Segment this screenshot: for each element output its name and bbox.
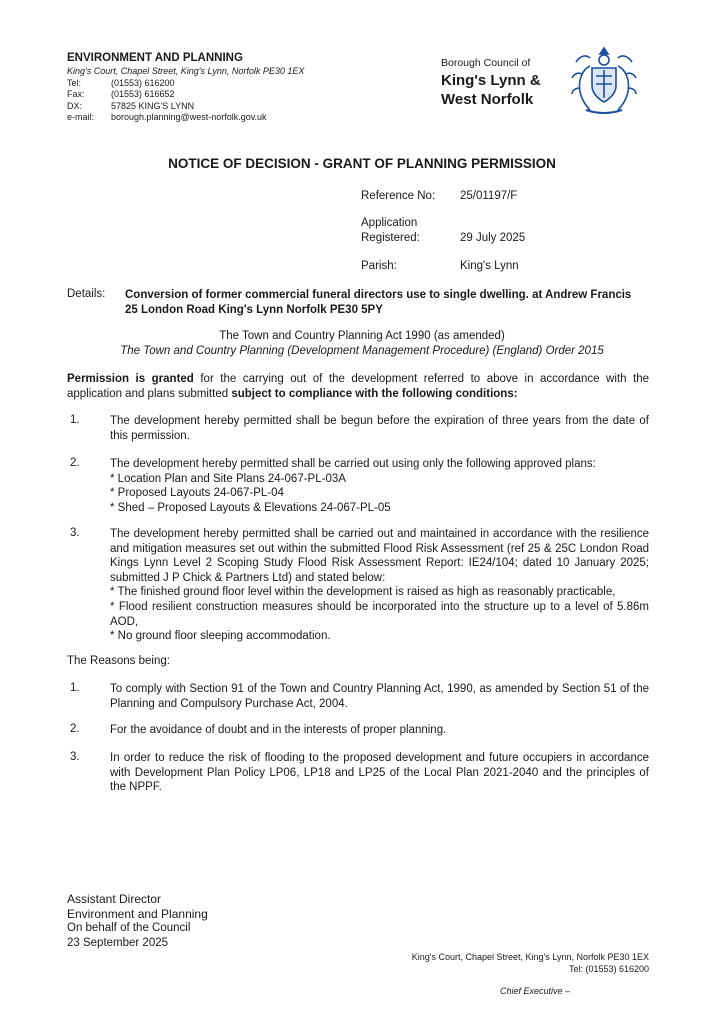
contact-value: 57825 KING'S LYNN [111,100,195,111]
contact-fax [67,89,267,100]
council-name-line1: King's Lynn & [441,72,541,89]
condition-line: The development hereby permitted shall be carried out and maintained in accordance with the resilience and mitigation measures set out within the submitted Flood Risk Assessment (ref 25 & 25C London Road Kings Lynn Level 2 Scoping Study Flood Risk Assessment Report: IE24/104; dated 10 January 2025; submitted J P Chick & Partners Ltd) and stated below: [110,528,649,584]
contact-label: DX: [67,100,83,111]
contact-tel [67,78,267,89]
registered-row [361,232,526,244]
act-line-2: The Town and Country Planning (Development Management Procedure) (England) Order 2015 [120,345,604,357]
reference-row [361,190,518,202]
reason-2: For the avoidance of doubt and in the interests of proper planning. [110,724,447,736]
notice-title: NOTICE OF DECISION - GRANT OF PLANNING PERMISSION [168,156,556,171]
details-text: Conversion of former commercial funeral directors use to single dwelling. at Andrew Francis 25 London Road King's Lynn Norfolk PE30 5PY [125,289,632,316]
condition-line: * No ground floor sleeping accommodation. [110,630,331,643]
signatory-department: Environment and Planning [67,906,208,921]
parish-value: King's Lynn [460,260,519,272]
contact-label: Fax: [67,89,85,100]
signatory-behalf: On behalf of the Council [67,922,191,934]
department-name: ENVIRONMENT AND PLANNING [67,52,243,64]
reference-label: Reference No: [361,190,436,202]
condition-number: 3. [70,527,80,539]
parish-row [361,260,519,272]
permission-middle: for the carrying out of the development referred to above in accordance with the application and plans submitted [67,373,649,400]
condition-line: * Shed – Proposed Layouts & Elevations 24-067-PL-05 [110,501,391,514]
reference-value: 25/01197/F [460,190,518,202]
reason-3: In order to reduce the risk of flooding to the proposed development and future occupiers in accordance with Development Plan Policy LP06, LP18 and LP25 of the Local Plan 2021-2040 and the principles of the NPPF. [110,752,649,794]
contact-details [67,78,267,123]
condition-number: 2. [70,457,80,469]
contact-value: (01553) 616652 [111,89,175,100]
details-label: Details: [67,288,106,300]
contact-value: (01553) 616200 [111,78,175,88]
condition-1 [110,414,649,443]
reason-number: 1. [70,682,80,694]
contact-label: Tel: [67,78,82,88]
reason-number: 3. [70,751,80,763]
registered-value: 29 July 2025 [460,232,526,244]
footer-address: King's Court, Chapel Street, King's Lynn, Norfolk PE30 1EX [411,952,649,962]
parish-label: Parish: [361,260,397,272]
council-name [441,71,541,109]
coat-of-arms-icon [568,44,640,116]
condition-line: * Flood resilient construction measures should be incorporated into the structure up to a level of 5.86m AOD, [110,600,649,628]
registered-label-1: Application [361,217,418,229]
reason-1: To comply with Section 91 of the Town and Country Planning Act, 1990, as amended by Section 51 of the Planning and Compulsory Purchase Act, 2004. [110,683,649,710]
council-name-line2: West Norfolk [441,91,534,108]
condition-2 [110,457,649,515]
contact-dx [67,101,267,112]
condition-3 [110,527,649,644]
permission-tail: subject to compliance with the following conditions: [231,387,518,400]
contact-email [67,112,267,123]
condition-line: * Proposed Layouts 24-067-PL-04 [110,487,284,500]
reason-number: 2. [70,723,80,735]
permission-paragraph [67,372,649,401]
footer-tel: Tel: (01553) 616200 [568,963,649,974]
contact-value: borough.planning@west-norfolk.gov.uk [111,111,267,122]
chief-executive: Chief Executive – [500,986,571,996]
act-line-1: The Town and Country Planning Act 1990 (as amended) [219,330,505,342]
condition-line: * Location Plan and Site Plans 24-067-PL-03A [110,472,346,485]
condition-line: The development hereby permitted shall be carried out using only the following approved plans: [110,458,596,470]
council-prefix: Borough Council of [441,57,531,69]
condition-line: * The finished ground floor level within the development is raised as high as reasonably practicable, [110,586,616,599]
footer-address-block [412,952,649,975]
condition-line: The development hereby permitted shall be begun before the expiration of three years from the date of this permission. [110,415,649,442]
signatory-title: Assistant Director [67,892,162,906]
department-address: King's Court, Chapel Street, King's Lynn, Norfolk PE30 1EX [67,66,305,76]
reasons-heading: The Reasons being: [67,655,170,667]
registered-label-2: Registered: [361,232,420,244]
permission-lead: Permission is granted [67,373,194,385]
condition-number: 1. [70,414,80,426]
decision-date: 23 September 2025 [67,936,169,949]
signature-block [67,892,208,950]
contact-label: e-mail: [67,111,95,122]
